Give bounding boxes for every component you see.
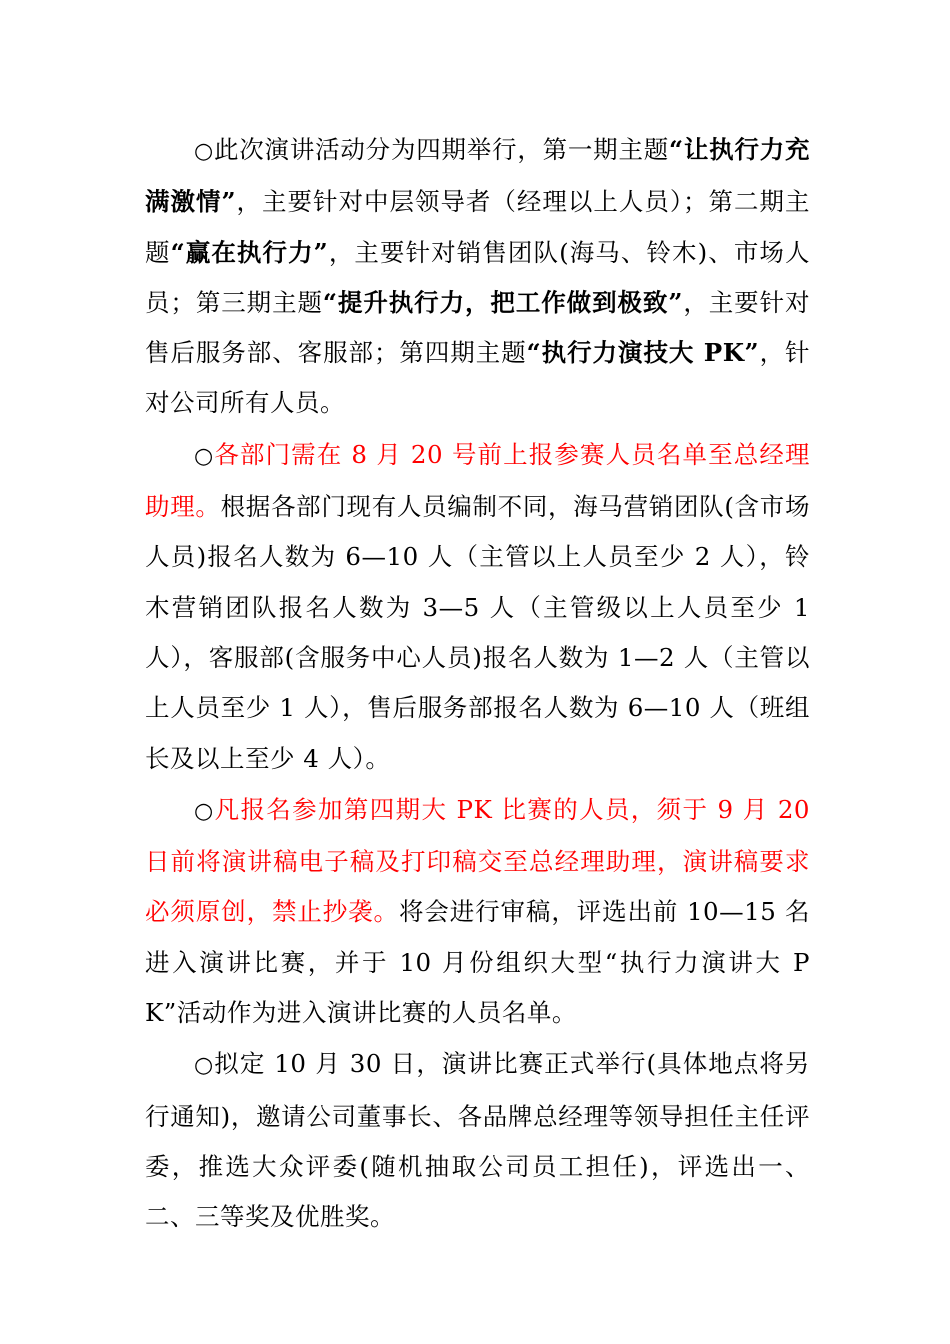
circle-bullet-icon: ○ bbox=[194, 139, 214, 164]
theme-1-title: “让执行力充满激情” bbox=[145, 135, 811, 217]
theme-4-title: “执行力演技大 PK” bbox=[526, 338, 760, 368]
paragraph-3 bbox=[145, 785, 810, 1038]
theme-3-title: “提升执行力，把工作做到极致” bbox=[322, 287, 683, 317]
highlighted-notice: 凡报名参加第四期大 PK 比赛的人员，须于 9 月 20 日前将演讲稿电子稿及打印稿交至总经理助理，演讲稿要求必须原创，禁止抄袭。 bbox=[145, 794, 810, 927]
paragraph-text: 拟定 10 月 30 日，演讲比赛正式举行(具体地点将另行通知)，邀请公司董事长、各品牌总经理等领导担任主任评委，推选大众评委(随机抽取公司员工担任)，评选出一、二、三等奖及优胜奖。 bbox=[145, 1049, 811, 1232]
circle-bullet-icon: ○ bbox=[194, 1053, 215, 1079]
highlighted-notice: 各部门需在 8 月 20 号前上报参赛人员名单至总经理助理。 bbox=[145, 439, 810, 522]
document-page bbox=[145, 125, 810, 1243]
paragraph-4 bbox=[145, 1039, 810, 1242]
paragraph-1 bbox=[145, 125, 810, 429]
paragraph-text: 此次演讲活动分为四期举行，第一期主题 bbox=[213, 135, 670, 164]
circle-bullet-icon: ○ bbox=[194, 443, 215, 469]
paragraph-text: 将会进行审稿，评选出前 10—15 名进入演讲比赛，并于 10 月份组织大型“执行力演讲大 PK”活动作为进入演讲比赛的人员名单。 bbox=[145, 897, 811, 1028]
paragraph-text: ，主要针对销售团队(海马、铃木)、市场人员；第三期主题 bbox=[145, 237, 811, 317]
paragraph-text: 根据各部门现有人员编制不同，海马营销团队(含市场人员)报名人数为 6—10 人（主管以上人员至少 2 人），铃木营销团队报名人数为 3—5 人（主管级以上人员至少 1 人），客服部(含服务中心人员)报名人数为 1—2 人（主管以上人员至少 1 人），售后服务部报名人数为 6—10 人（班组长及以上至少 4 人）。 bbox=[145, 492, 811, 773]
circle-bullet-icon: ○ bbox=[194, 798, 215, 824]
theme-2-title: “赢在执行力” bbox=[170, 237, 329, 267]
paragraph-text: ，针对公司所有人员。 bbox=[145, 338, 811, 418]
paragraph-2 bbox=[145, 430, 810, 784]
paragraph-text: ，主要针对售后服务部、客服部；第四期主题 bbox=[145, 287, 811, 368]
paragraph-text: ，主要针对中层领导者（经理以上人员）；第二期主题 bbox=[145, 187, 811, 267]
